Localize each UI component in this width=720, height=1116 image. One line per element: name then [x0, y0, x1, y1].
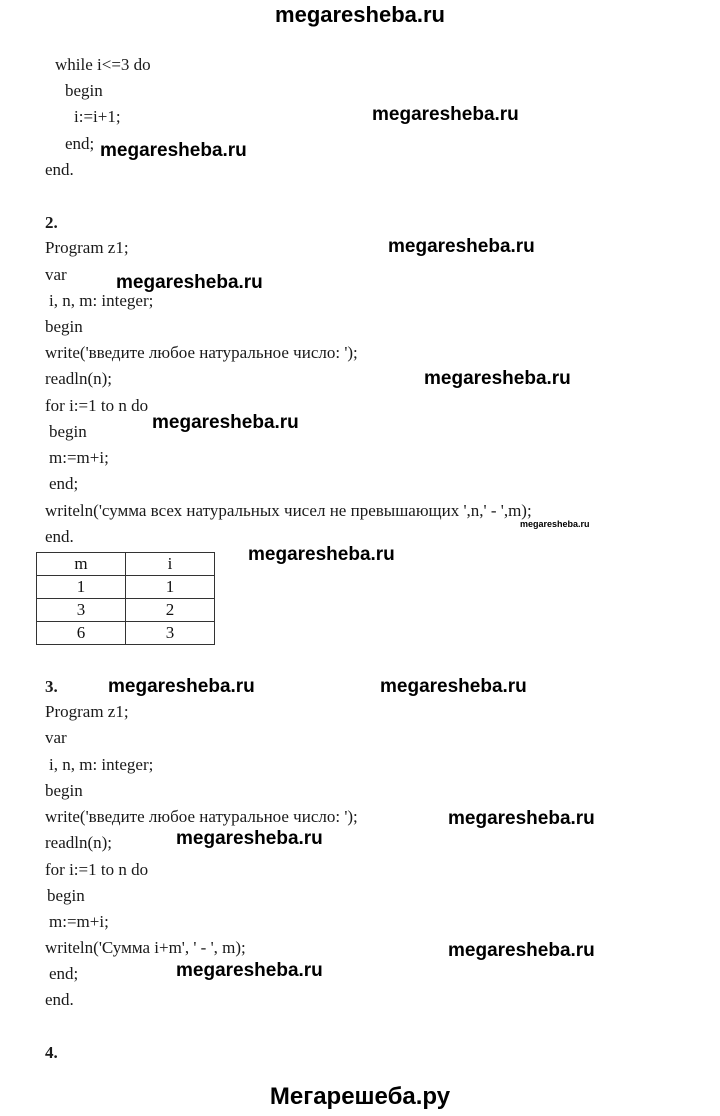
code-line: readln(n);	[45, 369, 113, 388]
watermark: megaresheba.ru	[176, 960, 323, 981]
watermark: megaresheba.ru	[176, 828, 323, 849]
table-cell: 1	[126, 576, 215, 599]
code-line: begin	[49, 422, 87, 441]
code-line: for i:=1 to n do	[45, 860, 149, 879]
task-number: 4.	[45, 1043, 58, 1062]
task-number: 2.	[45, 213, 58, 232]
code-line: m:=m+i;	[49, 448, 109, 467]
code-line: write('введите любое натуральное число: ');	[45, 807, 358, 826]
table-cell: 6	[37, 622, 126, 645]
code-line: var	[45, 728, 67, 747]
watermark: megaresheba.ru	[388, 236, 535, 257]
watermark: megaresheba.ru	[424, 368, 571, 389]
code-line: i, n, m: integer;	[49, 755, 154, 774]
code-line: write('введите любое натуральное число: ');	[45, 343, 358, 362]
watermark: megaresheba.ru	[372, 104, 519, 125]
watermark-small: megaresheba.ru	[520, 519, 590, 529]
code-line: m:=m+i;	[49, 912, 109, 931]
code-line: writeln('сумма всех натуральных чисел не превышающих ',n,' - ',m);	[45, 501, 532, 520]
table-row	[37, 599, 215, 622]
code-line: Program z1;	[45, 238, 129, 257]
watermark: megaresheba.ru	[100, 140, 247, 161]
watermark: megaresheba.ru	[248, 544, 395, 565]
task-number: 3.	[45, 677, 58, 696]
code-line: begin	[47, 886, 85, 905]
header-watermark: megaresheba.ru	[275, 2, 445, 27]
code-line: for i:=1 to n do	[45, 396, 149, 415]
code-line: Program z1;	[45, 702, 129, 721]
column-header: i	[126, 553, 215, 576]
code-line: begin	[45, 781, 83, 800]
watermark: megaresheba.ru	[448, 940, 595, 961]
code-line: while i<=3 do	[55, 55, 151, 74]
table-cell: 1	[37, 576, 126, 599]
watermark: megaresheba.ru	[116, 272, 263, 293]
table-row	[37, 576, 215, 599]
code-line: var	[45, 265, 67, 284]
code-line: end.	[45, 160, 74, 179]
trace-table	[36, 552, 215, 645]
code-line: end.	[45, 527, 74, 546]
table-cell: 3	[126, 622, 215, 645]
code-line: i, n, m: integer;	[49, 291, 154, 310]
table-row	[37, 622, 215, 645]
code-line: readln(n);	[45, 833, 113, 852]
code-line: end;	[49, 474, 79, 493]
code-line: end;	[49, 964, 79, 983]
code-line: begin	[65, 81, 103, 100]
table-cell: 2	[126, 599, 215, 622]
code-line: i:=i+1;	[74, 107, 121, 126]
code-line: begin	[45, 317, 83, 336]
code-line: end;	[65, 134, 95, 153]
code-line: writeln('Сумма i+m', ' - ', m);	[45, 938, 246, 957]
watermark: megaresheba.ru	[108, 676, 255, 697]
table-cell: 3	[37, 599, 126, 622]
footer-watermark: Мегарешеба.ру	[269, 1083, 451, 1110]
code-line: end.	[45, 990, 74, 1009]
watermark: megaresheba.ru	[380, 676, 527, 697]
watermark: megaresheba.ru	[448, 808, 595, 829]
watermark: megaresheba.ru	[152, 412, 299, 433]
table-header-row	[37, 553, 215, 576]
column-header: m	[37, 553, 126, 576]
